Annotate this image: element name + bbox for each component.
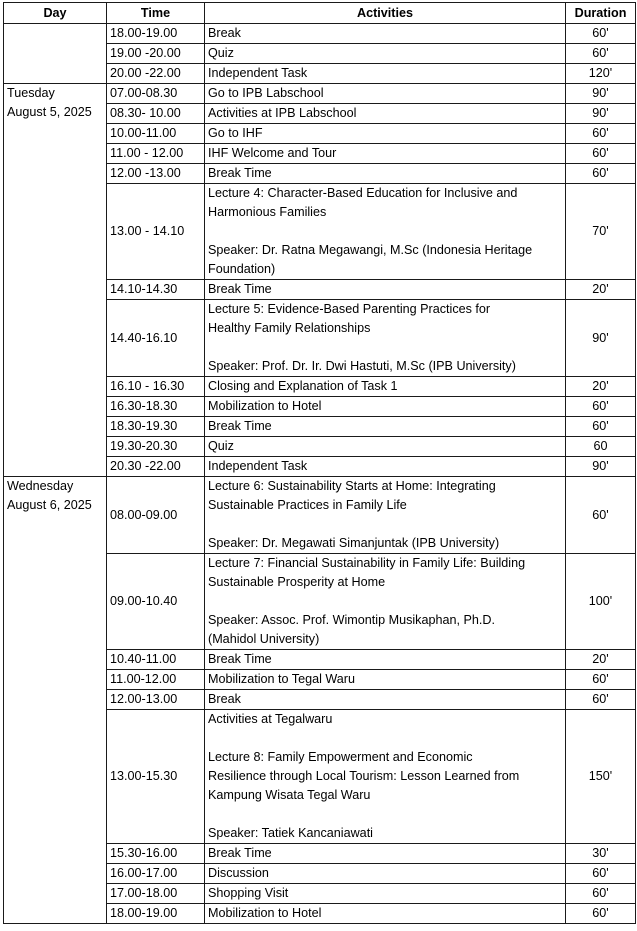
activity-cell — [205, 417, 566, 437]
activity-line: Break Time — [208, 166, 272, 180]
activity-line — [208, 338, 562, 357]
activity-line: Break — [208, 692, 241, 706]
day-cell — [4, 24, 107, 84]
activity-line: Sustainable Prosperity at Home — [208, 575, 386, 589]
activity-cell — [205, 864, 566, 884]
activity-cell — [205, 554, 566, 650]
day-line: August 6, 2025 — [7, 498, 92, 512]
activity-line: Speaker: Dr. Ratna Megawangi, M.Sc (Indonesia Heritage — [208, 243, 533, 257]
activity-cell — [205, 650, 566, 670]
activity-cell — [205, 457, 566, 477]
duration-cell: 100' — [566, 554, 636, 650]
activity-line: Harmonious Families — [208, 205, 327, 219]
activity-line: Speaker: Prof. Dr. Ir. Dwi Hastuti, M.Sc (IPB University) — [208, 359, 516, 373]
time-cell: 13.00 - 14.10 — [107, 184, 205, 280]
activity-cell — [205, 44, 566, 64]
activity-cell — [205, 164, 566, 184]
activity-cell — [205, 84, 566, 104]
activity-line: Healthy Family Relationships — [208, 321, 371, 335]
activity-line: Quiz — [208, 439, 234, 453]
activity-line: Break Time — [208, 846, 272, 860]
table-row — [4, 24, 636, 44]
time-cell: 20.00 -22.00 — [107, 64, 205, 84]
activity-line: Activities at IPB Labschool — [208, 106, 357, 120]
duration-cell: 60' — [566, 144, 636, 164]
activity-line: Speaker: Assoc. Prof. Wimontip Musikaphan, Ph.D. — [208, 613, 495, 627]
activity-line: Go to IHF — [208, 126, 263, 140]
activity-line: Mobilization to Hotel — [208, 906, 322, 920]
duration-cell: 60' — [566, 124, 636, 144]
activity-line — [208, 729, 562, 748]
time-cell: 18.00-19.00 — [107, 24, 205, 44]
time-cell: 08.00-09.00 — [107, 477, 205, 554]
duration-cell: 90' — [566, 104, 636, 124]
duration-cell: 90' — [566, 300, 636, 377]
activity-cell — [205, 64, 566, 84]
activity-line: Mobilization to Tegal Waru — [208, 672, 355, 686]
duration-cell: 30' — [566, 844, 636, 864]
activity-line: Quiz — [208, 46, 234, 60]
activity-cell — [205, 690, 566, 710]
duration-cell: 60' — [566, 884, 636, 904]
activity-line: Activities at Tegalwaru — [208, 712, 333, 726]
activity-line: Go to IPB Labschool — [208, 86, 324, 100]
activity-line: Break Time — [208, 419, 272, 433]
activity-line: Resilience through Local Tourism: Lesson Learned from — [208, 769, 520, 783]
activity-cell — [205, 397, 566, 417]
activity-line: Lecture 5: Evidence-Based Parenting Practices for — [208, 302, 491, 316]
activity-cell — [205, 710, 566, 844]
activity-cell — [205, 24, 566, 44]
time-cell: 16.30-18.30 — [107, 397, 205, 417]
time-cell: 14.10-14.30 — [107, 280, 205, 300]
activity-line: Speaker: Dr. Megawati Simanjuntak (IPB University) — [208, 536, 500, 550]
activity-line: Sustainable Practices in Family Life — [208, 498, 407, 512]
activity-line: Break — [208, 26, 241, 40]
time-cell: 12.00 -13.00 — [107, 164, 205, 184]
activity-cell — [205, 884, 566, 904]
time-cell: 09.00-10.40 — [107, 554, 205, 650]
duration-cell: 70' — [566, 184, 636, 280]
day-line: Wednesday — [7, 479, 74, 493]
activity-cell — [205, 437, 566, 457]
duration-cell: 20' — [566, 377, 636, 397]
schedule-body — [4, 24, 636, 924]
time-cell: 20.30 -22.00 — [107, 457, 205, 477]
activity-cell — [205, 670, 566, 690]
header-time: Time — [107, 3, 205, 24]
duration-cell: 90' — [566, 84, 636, 104]
activity-line: Lecture 8: Family Empowerment and Economic — [208, 750, 473, 764]
activity-cell — [205, 124, 566, 144]
activity-cell — [205, 144, 566, 164]
time-cell: 10.00-11.00 — [107, 124, 205, 144]
time-cell: 13.00-15.30 — [107, 710, 205, 844]
header-duration: Duration — [566, 3, 636, 24]
activity-cell — [205, 477, 566, 554]
duration-cell: 60' — [566, 690, 636, 710]
duration-cell: 90' — [566, 457, 636, 477]
header-row — [4, 3, 636, 24]
activity-line: Discussion — [208, 866, 269, 880]
table-row — [4, 84, 636, 104]
time-cell: 19.00 -20.00 — [107, 44, 205, 64]
time-cell: 12.00-13.00 — [107, 690, 205, 710]
activity-line: Independent Task — [208, 66, 308, 80]
day-line: Tuesday — [7, 86, 55, 100]
activity-line: Mobilization to Hotel — [208, 399, 322, 413]
time-cell: 16.00-17.00 — [107, 864, 205, 884]
duration-cell: 20' — [566, 650, 636, 670]
duration-cell: 60' — [566, 670, 636, 690]
activity-line: Kampung Wisata Tegal Waru — [208, 788, 371, 802]
activity-line — [208, 805, 562, 824]
activity-line: Lecture 7: Financial Sustainability in Family Life: Building — [208, 556, 526, 570]
time-cell: 15.30-16.00 — [107, 844, 205, 864]
activity-cell — [205, 280, 566, 300]
header-day: Day — [4, 3, 107, 24]
activity-cell — [205, 184, 566, 280]
time-cell: 14.40-16.10 — [107, 300, 205, 377]
activity-line: Break Time — [208, 652, 272, 666]
duration-cell: 120' — [566, 64, 636, 84]
activity-line — [208, 515, 562, 534]
activity-line: (Mahidol University) — [208, 632, 320, 646]
duration-cell: 20' — [566, 280, 636, 300]
activity-line: Foundation) — [208, 262, 276, 276]
activity-line: IHF Welcome and Tour — [208, 146, 337, 160]
duration-cell: 60' — [566, 24, 636, 44]
activity-cell — [205, 904, 566, 924]
time-cell: 19.30-20.30 — [107, 437, 205, 457]
time-cell: 16.10 - 16.30 — [107, 377, 205, 397]
duration-cell: 60' — [566, 864, 636, 884]
duration-cell: 60' — [566, 417, 636, 437]
activity-line: Closing and Explanation of Task 1 — [208, 379, 398, 393]
activity-line — [208, 592, 562, 611]
activity-line: Shopping Visit — [208, 886, 289, 900]
day-cell — [4, 477, 107, 924]
time-cell: 11.00 - 12.00 — [107, 144, 205, 164]
activity-line: Lecture 6: Sustainability Starts at Home: Integrating — [208, 479, 496, 493]
duration-cell: 60' — [566, 164, 636, 184]
duration-cell: 60' — [566, 44, 636, 64]
activity-line: Break Time — [208, 282, 272, 296]
day-cell — [4, 84, 107, 477]
activity-cell — [205, 300, 566, 377]
activity-line — [208, 222, 562, 241]
activity-cell — [205, 377, 566, 397]
time-cell: 07.00-08.30 — [107, 84, 205, 104]
schedule-table — [3, 2, 636, 924]
time-cell: 17.00-18.00 — [107, 884, 205, 904]
time-cell: 11.00-12.00 — [107, 670, 205, 690]
activity-cell — [205, 104, 566, 124]
duration-cell: 60 — [566, 437, 636, 457]
time-cell: 18.00-19.00 — [107, 904, 205, 924]
time-cell: 10.40-11.00 — [107, 650, 205, 670]
duration-cell: 60' — [566, 397, 636, 417]
day-line: August 5, 2025 — [7, 105, 92, 119]
duration-cell: 60' — [566, 904, 636, 924]
table-row — [4, 477, 636, 554]
activity-line: Speaker: Tatiek Kancaniawati — [208, 826, 373, 840]
header-activities: Activities — [205, 3, 566, 24]
activity-line: Lecture 4: Character-Based Education for Inclusive and — [208, 186, 518, 200]
time-cell: 08.30- 10.00 — [107, 104, 205, 124]
duration-cell: 150' — [566, 710, 636, 844]
activity-cell — [205, 844, 566, 864]
activity-line: Independent Task — [208, 459, 308, 473]
time-cell: 18.30-19.30 — [107, 417, 205, 437]
duration-cell: 60' — [566, 477, 636, 554]
